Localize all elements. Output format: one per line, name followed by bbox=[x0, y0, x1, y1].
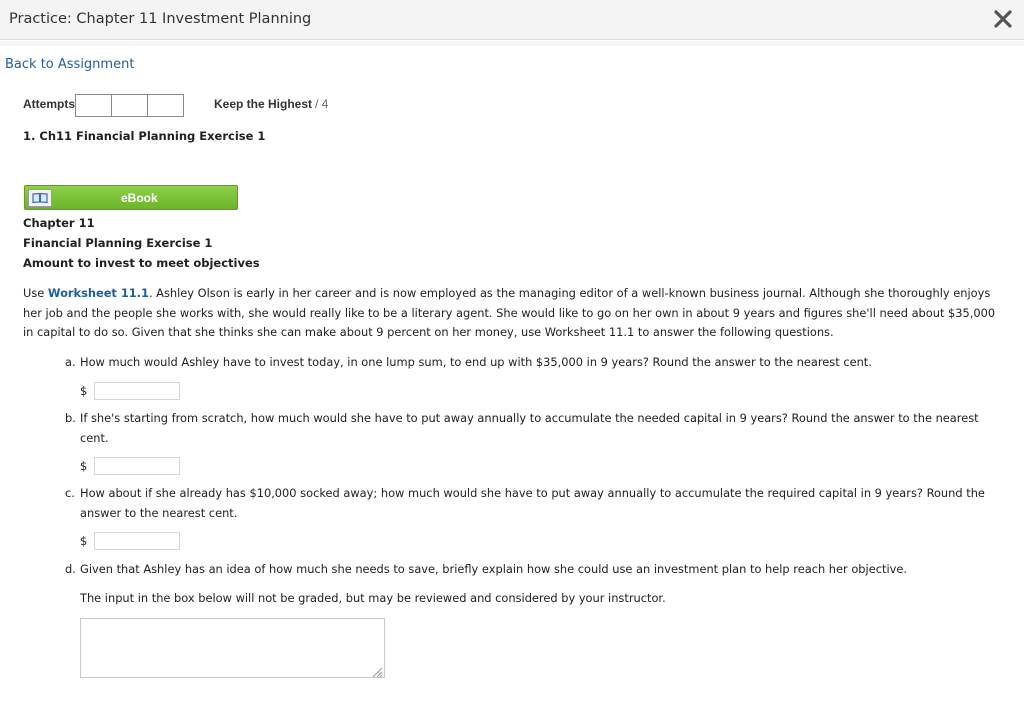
resize-grip-icon[interactable] bbox=[370, 663, 383, 676]
ebook-label: eBook bbox=[121, 191, 158, 205]
part-b-label: b. bbox=[65, 411, 76, 425]
ungraded-note: The input in the box below will not be graded, but may be reviewed and considered by your instructor. bbox=[80, 591, 666, 605]
window-title: Practice: Chapter 11 Investment Planning bbox=[9, 11, 312, 27]
topic-heading: Amount to invest to meet objectives bbox=[23, 256, 260, 270]
part-b-currency: $ bbox=[80, 459, 88, 473]
part-a-label: a. bbox=[65, 355, 76, 369]
part-b-line1: If she's starting from scratch, how much would she have to put away annually to accumulate the needed capital in 9 years? Round the answer to the nearest bbox=[80, 411, 979, 425]
book-icon bbox=[28, 189, 52, 207]
part-c-question bbox=[65, 483, 995, 523]
attempts-indicator bbox=[75, 94, 184, 117]
back-to-assignment-link[interactable]: Back to Assignment bbox=[5, 57, 135, 72]
attempt-box bbox=[148, 95, 183, 116]
keep-highest-label bbox=[214, 97, 328, 111]
attempt-box bbox=[112, 95, 148, 116]
intro-prefix: Use bbox=[23, 286, 48, 300]
question-title: 1. Ch11 Financial Planning Exercise 1 bbox=[23, 129, 266, 143]
part-a-currency: $ bbox=[80, 384, 88, 398]
part-b-question bbox=[65, 408, 995, 448]
part-d-label: d. bbox=[65, 562, 76, 576]
part-c-line2: answer to the nearest cent. bbox=[80, 506, 238, 520]
title-bar bbox=[0, 0, 1024, 40]
keep-highest-text: Keep the Highest bbox=[214, 97, 313, 111]
part-c-answer-input[interactable] bbox=[94, 532, 180, 550]
worksheet-link[interactable]: Worksheet 11.1 bbox=[47, 286, 149, 300]
part-a-text: How much would Ashley have to invest today, in one lump sum, to end up with $35,000 in 9 years? Round the answer to the nearest cent. bbox=[80, 355, 872, 369]
part-c-label: c. bbox=[65, 486, 75, 500]
exercise-heading: Financial Planning Exercise 1 bbox=[23, 236, 213, 250]
part-d-text: Given that Ashley has an idea of how much she needs to save, briefly explain how she could use an investment plan to help reach her objective. bbox=[80, 562, 907, 576]
problem-statement bbox=[23, 284, 1008, 343]
part-b-line2: cent. bbox=[80, 431, 109, 445]
keep-highest-suffix: / 4 bbox=[315, 97, 329, 111]
part-d-answer-textarea[interactable] bbox=[80, 618, 385, 678]
part-b-answer-input[interactable] bbox=[94, 457, 180, 475]
title-divider bbox=[0, 41, 1024, 46]
part-a-answer-input[interactable] bbox=[94, 382, 180, 400]
chapter-heading: Chapter 11 bbox=[23, 216, 95, 230]
part-d-question bbox=[65, 559, 995, 579]
part-c-line1: How about if she already has $10,000 socked away; how much would she have to put away annually to accumulate the required capital in 9 years? Round the bbox=[80, 486, 985, 500]
part-a-question bbox=[65, 352, 995, 372]
ebook-button[interactable] bbox=[24, 185, 238, 210]
intro-text: . Ashley Olson is early in her career and is now employed as the managing editor of a well-known business journal. Although she thoroughly enjoys her job and the people she works with, she would really like to be a literary agent. She would like to go on her own in about 9 years and figures she'll need about $35,000 in capital to do so. Given that she thinks she can make about 9 percent on her money, use Worksheet 11.1 to answer the following questions. bbox=[23, 286, 996, 340]
close-x-icon[interactable] bbox=[991, 7, 1015, 31]
part-c-currency: $ bbox=[80, 534, 88, 548]
attempt-box bbox=[76, 95, 112, 116]
attempts-label: Attempts bbox=[23, 97, 76, 111]
